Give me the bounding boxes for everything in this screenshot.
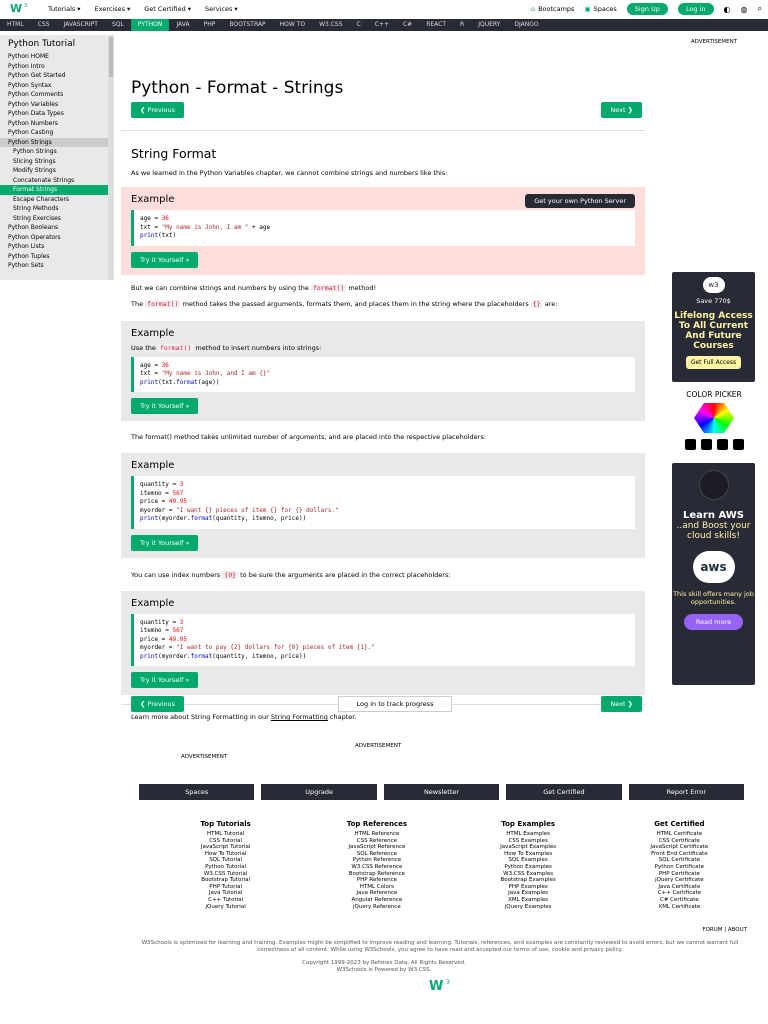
- scrollbar-thumb[interactable]: [109, 37, 113, 77]
- example-heading: Example: [131, 194, 175, 205]
- get-full-access-button[interactable]: Get Full Access: [686, 356, 741, 369]
- footer-upgrade-button[interactable]: Upgrade: [261, 784, 376, 800]
- footer-link[interactable]: W3.CSS Reference: [351, 863, 403, 870]
- footer-link[interactable]: Bootstrap Tutorial: [201, 877, 251, 884]
- sidebar-subitem[interactable]: String Methods: [13, 205, 59, 212]
- copyright: [0, 960, 768, 973]
- svg-text:W: W: [429, 979, 444, 994]
- example-box: [121, 453, 645, 558]
- footer-link[interactable]: CSS Examples: [508, 837, 548, 844]
- facebook-icon[interactable]: [685, 439, 696, 450]
- caret-down-icon: ▾: [127, 5, 131, 13]
- w3-certified-badge-icon: [699, 470, 729, 500]
- caret-down-icon: ▾: [234, 5, 238, 13]
- sidebar-item[interactable]: Python Numbers: [8, 119, 58, 127]
- tech-django[interactable]: DJANGO: [514, 21, 539, 28]
- discord-icon[interactable]: [733, 439, 744, 450]
- w3schools-logo-icon[interactable]: [427, 977, 454, 995]
- footer-link[interactable]: PHP Reference: [356, 877, 397, 884]
- example-box: [121, 321, 645, 422]
- footer-link[interactable]: PHP Tutorial: [209, 883, 242, 890]
- try-it-button[interactable]: Try it Yourself »: [131, 535, 198, 551]
- footer-link[interactable]: Python Tutorial: [205, 863, 247, 870]
- w3-badge-icon: w3: [703, 277, 725, 293]
- footer-column-tutorials: [150, 820, 301, 910]
- tech-csharp[interactable]: C#: [402, 21, 413, 28]
- linkedin-icon[interactable]: [717, 439, 728, 450]
- footer-link[interactable]: JavaScript Certificate: [650, 844, 709, 851]
- footer-column-title: Top Examples: [501, 820, 555, 828]
- sidebar-item[interactable]: Python Booleans: [8, 224, 59, 231]
- login-button[interactable]: Log in: [678, 3, 714, 15]
- footer-link[interactable]: Bootstrap Examples: [500, 877, 556, 884]
- footer-link[interactable]: W3.CSS Tutorial: [203, 870, 248, 877]
- tech-react[interactable]: REACT: [426, 21, 447, 28]
- code-block: quantity = 3 itemno = 567 price = 49.95 myorder = "I want {} pieces of item {} for {} dollars." print(myorder.format(quantity, itemno, price)): [131, 476, 635, 529]
- footer-link[interactable]: Angular Reference: [351, 896, 403, 903]
- footer-link[interactable]: C++ Certificate: [657, 890, 702, 897]
- footer-columns: [150, 820, 755, 910]
- footer-link[interactable]: XML Examples: [508, 896, 549, 903]
- sidebar-subitem[interactable]: Escape Characters: [13, 195, 70, 203]
- sidebar-item[interactable]: Python Lists: [8, 243, 45, 250]
- next-button[interactable]: Next ❯: [601, 102, 642, 118]
- footer-newsletter-button[interactable]: Newsletter: [384, 784, 499, 800]
- svg-text:W: W: [10, 2, 23, 15]
- footer-column-title: Top References: [346, 820, 408, 828]
- footer-link[interactable]: CSS Reference: [356, 837, 398, 844]
- sidebar-item[interactable]: Python Data Types: [8, 110, 64, 117]
- sidebar-item[interactable]: Python Get Started: [8, 72, 66, 79]
- tech-r[interactable]: R: [460, 21, 465, 28]
- top-right-actions: [531, 3, 768, 15]
- footer-link[interactable]: CSS Tutorial: [209, 837, 243, 844]
- footer-link[interactable]: W3.CSS Examples: [503, 870, 554, 877]
- sidebar-item[interactable]: Python Operators: [8, 233, 61, 241]
- sidebar-subitem-format-strings[interactable]: Format Strings: [0, 185, 114, 195]
- example-box: [121, 591, 645, 696]
- get-server-button[interactable]: Get your own Python Server: [525, 194, 635, 208]
- footer-link[interactable]: CSS Certificate: [658, 837, 700, 844]
- footer-link[interactable]: jQuery Tutorial: [205, 903, 246, 910]
- ad2-title: Learn AWS: [683, 510, 744, 521]
- nav-exercises[interactable]: Exercises ▾: [94, 5, 131, 13]
- code-block: age = 36 txt = "My name is John, and I am {}" print(txt.format(age)): [131, 357, 635, 393]
- caret-down-icon: ▾: [77, 5, 81, 13]
- footer-link[interactable]: HTML Colors: [359, 883, 395, 890]
- ad-full-access[interactable]: [672, 272, 755, 382]
- advertisement-label: ADVERTISEMENT: [181, 754, 228, 760]
- color-picker: [660, 390, 768, 450]
- try-it-button[interactable]: Try it Yourself »: [131, 672, 198, 688]
- try-it-button[interactable]: Try it Yourself »: [131, 398, 198, 414]
- sidebar-item[interactable]: Python Variables: [8, 100, 59, 108]
- svg-text:3: 3: [446, 979, 450, 986]
- sidebar-item[interactable]: Python Casting: [8, 129, 54, 136]
- footer-link[interactable]: Java Certificate: [658, 883, 701, 890]
- tech-jquery[interactable]: JQUERY: [478, 21, 501, 28]
- example-heading: Example: [131, 460, 175, 471]
- globe-icon[interactable]: ◍: [740, 4, 748, 14]
- previous-button[interactable]: ❮ Previous: [131, 102, 184, 118]
- ad-learn-aws[interactable]: [672, 463, 755, 685]
- code-block: quantity = 3 itemno = 567 price = 49.95 myorder = "I want to pay {2} dollars for {0} pieces of item {1}." print(myorder.format(quantity, itemno, price)): [131, 614, 635, 667]
- nav-services[interactable]: Services ▾: [204, 5, 238, 13]
- footer-report-error-button[interactable]: Report Error: [629, 784, 744, 800]
- caret-down-icon: ▾: [187, 5, 191, 13]
- sidebar-subitem[interactable]: Concatenate Strings: [13, 176, 75, 184]
- svg-text:3: 3: [24, 3, 28, 9]
- footer-link[interactable]: HTML Certificate: [656, 831, 703, 837]
- ad2-small-text: This skill offers many job opportunities.: [673, 590, 754, 606]
- footer-link[interactable]: PHP Examples: [508, 883, 548, 890]
- footer-link[interactable]: How To Examples: [504, 850, 553, 857]
- page-title: Python - Format - Strings: [131, 78, 344, 98]
- spaces-icon: ▣: [584, 5, 591, 13]
- tech-sql[interactable]: SQL: [111, 21, 124, 28]
- footer-link[interactable]: SQL Certificate: [658, 857, 700, 864]
- tech-cpp[interactable]: C++: [374, 21, 389, 28]
- try-it-button[interactable]: Try it Yourself »: [131, 252, 198, 268]
- color-picker-title: COLOR PICKER: [686, 390, 742, 399]
- footer-link[interactable]: SQL Tutorial: [209, 857, 243, 864]
- top-pagination: [121, 102, 645, 120]
- footer-link[interactable]: HTML Examples: [506, 831, 551, 837]
- previous-button[interactable]: ❮ Previous: [131, 696, 184, 712]
- tech-c[interactable]: C: [356, 21, 361, 28]
- footer-link[interactable]: HTML Tutorial: [206, 831, 245, 837]
- social-links: [660, 439, 768, 450]
- sidebar: [0, 35, 114, 280]
- signup-button[interactable]: Sign Up: [627, 3, 668, 15]
- footer-column-references: [301, 820, 452, 910]
- tech-w3css[interactable]: W3.CSS: [319, 21, 343, 28]
- ad2-subtitle: ..and Boost your cloud skills!: [676, 521, 751, 541]
- section-title: String Format: [131, 146, 217, 161]
- footer-link[interactable]: Java Examples: [508, 890, 549, 897]
- sidebar-subitem[interactable]: String Exercises: [13, 214, 61, 222]
- footer-link[interactable]: PHP Certificate: [658, 870, 700, 877]
- instagram-icon[interactable]: [701, 439, 712, 450]
- example-box-error: [121, 187, 645, 275]
- ad-save-text: Save 770$: [696, 297, 731, 305]
- sidebar-scrollbar[interactable]: [108, 35, 114, 280]
- footer-link[interactable]: Front End Certificate: [651, 850, 708, 857]
- index-text: You can use index numbers {0} to be sure the arguments are placed in the correct placeholders:: [131, 570, 451, 579]
- string-formatting-link[interactable]: String Formatting: [270, 713, 328, 721]
- powered-by-text: W3Schools is Powered by W3.CSS.: [336, 966, 432, 973]
- sidebar-item[interactable]: Python Tuples: [8, 252, 50, 260]
- read-more-button[interactable]: Read more: [684, 614, 743, 630]
- sidebar-item[interactable]: Python Sets: [8, 262, 44, 269]
- footer-link[interactable]: JavaScript Tutorial: [200, 844, 251, 851]
- sidebar-item[interactable]: Python Syntax: [8, 81, 52, 89]
- footer-column-title: Get Certified: [654, 820, 705, 828]
- dark-mode-icon[interactable]: ◐: [723, 4, 731, 14]
- example-heading: Example: [131, 327, 175, 339]
- learn-more-text: Learn more about String Formatting in our String Formatting chapter.: [131, 713, 357, 721]
- sidebar-item[interactable]: Python Intro: [8, 62, 45, 70]
- main-content: [121, 35, 645, 721]
- bootcamps-icon: ⌂: [530, 5, 536, 13]
- disclaimer-text: W3Schools is optimized for learning and training. Examples might be simplified to improve reading and learning. Tutorials, references, and examples are constantly reviewed to avoid errors, but we cannot warrant full correctness of all content. While using W3Schools, you agree to have read and accepted our terms of use, cookie and privacy policy.: [141, 940, 739, 953]
- track-progress-button[interactable]: Log in to track progress: [338, 696, 452, 712]
- example-description: Use the format() method to insert numbers into strings:: [131, 343, 322, 352]
- example-heading: Example: [131, 597, 175, 609]
- method-text: The format() method takes the passed arguments, formats them, and places them in the string where the placeholders {} are:: [131, 299, 558, 308]
- unlimited-text: The format() method takes unlimited number of arguments, and are placed into the respective placeholders:: [131, 433, 486, 441]
- footer-link[interactable]: XML Certificate: [658, 903, 701, 910]
- sidebar-subitem[interactable]: Modify Strings: [13, 167, 56, 174]
- footer-link[interactable]: JavaScript Examples: [500, 844, 557, 851]
- divider: [121, 130, 645, 131]
- combine-text: But we can combine strings and numbers by using the format() method!: [131, 283, 377, 292]
- footer-get-certified-button[interactable]: Get Certified: [506, 784, 621, 800]
- bootcamps-link[interactable]: ⌂ Bootcamps: [530, 5, 575, 13]
- copyright-text: Copyright 1999-2023 by Refsnes Data. All Rights Reserved.: [302, 960, 466, 966]
- footer-link[interactable]: SQL Reference: [356, 850, 398, 857]
- sidebar-subitem[interactable]: Slicing Strings: [13, 157, 56, 165]
- footer-link[interactable]: jQuery Examples: [504, 903, 552, 910]
- code-block: age = 36 txt = "My name is John, I am " + age print(txt): [131, 210, 635, 246]
- ad-headline: Lifelong Access To All Current And Future Courses: [674, 311, 753, 351]
- footer-link[interactable]: C++ Tutorial: [208, 896, 244, 903]
- footer-link[interactable]: Java Reference: [356, 890, 398, 897]
- right-column: [660, 35, 768, 626]
- footer-column-examples: [453, 820, 604, 910]
- footer-link[interactable]: jQuery Certificate: [655, 877, 704, 884]
- search-icon[interactable]: ⌕: [757, 4, 762, 13]
- footer-column-title: Top Tutorials: [200, 820, 251, 828]
- sidebar-subitem[interactable]: Python Strings: [13, 148, 57, 155]
- footer-link[interactable]: SQL Examples: [508, 857, 548, 864]
- footer-column-certified: [604, 820, 755, 910]
- bottom-pagination: [121, 693, 645, 723]
- intro-text: As we learned in the Python Variables chapter, we cannot combine strings and numbers like this:: [131, 169, 448, 177]
- footer-link[interactable]: JavaScript Reference: [348, 844, 406, 851]
- w3schools-logo-icon[interactable]: [9, 1, 31, 18]
- sidebar-item[interactable]: Python Comments: [8, 91, 64, 98]
- tech-php[interactable]: PHP: [203, 21, 216, 28]
- tech-nav: [0, 19, 768, 31]
- nav-get-certified[interactable]: Get Certified ▾: [144, 5, 191, 13]
- advertisement-label: ADVERTISEMENT: [355, 743, 402, 749]
- footer-buttons: [139, 784, 744, 800]
- footer-link[interactable]: HTML Reference: [354, 831, 400, 837]
- sidebar-item-python-strings[interactable]: Python Strings: [0, 138, 114, 148]
- footer-link[interactable]: Python Certificate: [654, 863, 705, 870]
- tech-bootstrap[interactable]: BOOTSTRAP: [229, 21, 266, 28]
- footer-link[interactable]: Java Tutorial: [208, 890, 243, 897]
- tech-html[interactable]: HTML: [7, 21, 24, 28]
- tech-javascript[interactable]: JAVASCRIPT: [63, 21, 98, 28]
- aws-logo-icon: aws: [693, 551, 735, 583]
- top-nav: [48, 5, 238, 13]
- tech-how-to[interactable]: HOW TO: [279, 21, 306, 28]
- footer-link[interactable]: Python Examples: [504, 863, 552, 870]
- nav-tutorials[interactable]: Tutorials ▾: [48, 5, 81, 13]
- sidebar-title: Python Tutorial: [8, 39, 76, 49]
- advertisement-label: ADVERTISEMENT: [690, 39, 738, 45]
- footer-link[interactable]: Python Reference: [352, 857, 402, 864]
- footer-link[interactable]: C# Certificate: [659, 896, 699, 903]
- spaces-link[interactable]: ▣ Spaces: [584, 5, 617, 13]
- footer-link[interactable]: Bootstrap Reference: [348, 870, 405, 877]
- tech-python[interactable]: PYTHON: [131, 19, 170, 31]
- next-button[interactable]: Next ❯: [601, 696, 642, 712]
- sidebar-item[interactable]: Python HOME: [8, 53, 49, 60]
- tech-java[interactable]: JAVA: [176, 21, 190, 28]
- footer-link[interactable]: jQuery Reference: [353, 903, 401, 910]
- footer-link[interactable]: How To Tutorial: [204, 850, 247, 857]
- forum-about-links[interactable]: FORUM | ABOUT: [702, 927, 747, 933]
- top-bar: [0, 0, 768, 19]
- footer-spaces-button[interactable]: Spaces: [139, 784, 254, 800]
- color-picker-hexagon-icon[interactable]: [694, 403, 734, 433]
- tech-css[interactable]: CSS: [37, 21, 50, 28]
